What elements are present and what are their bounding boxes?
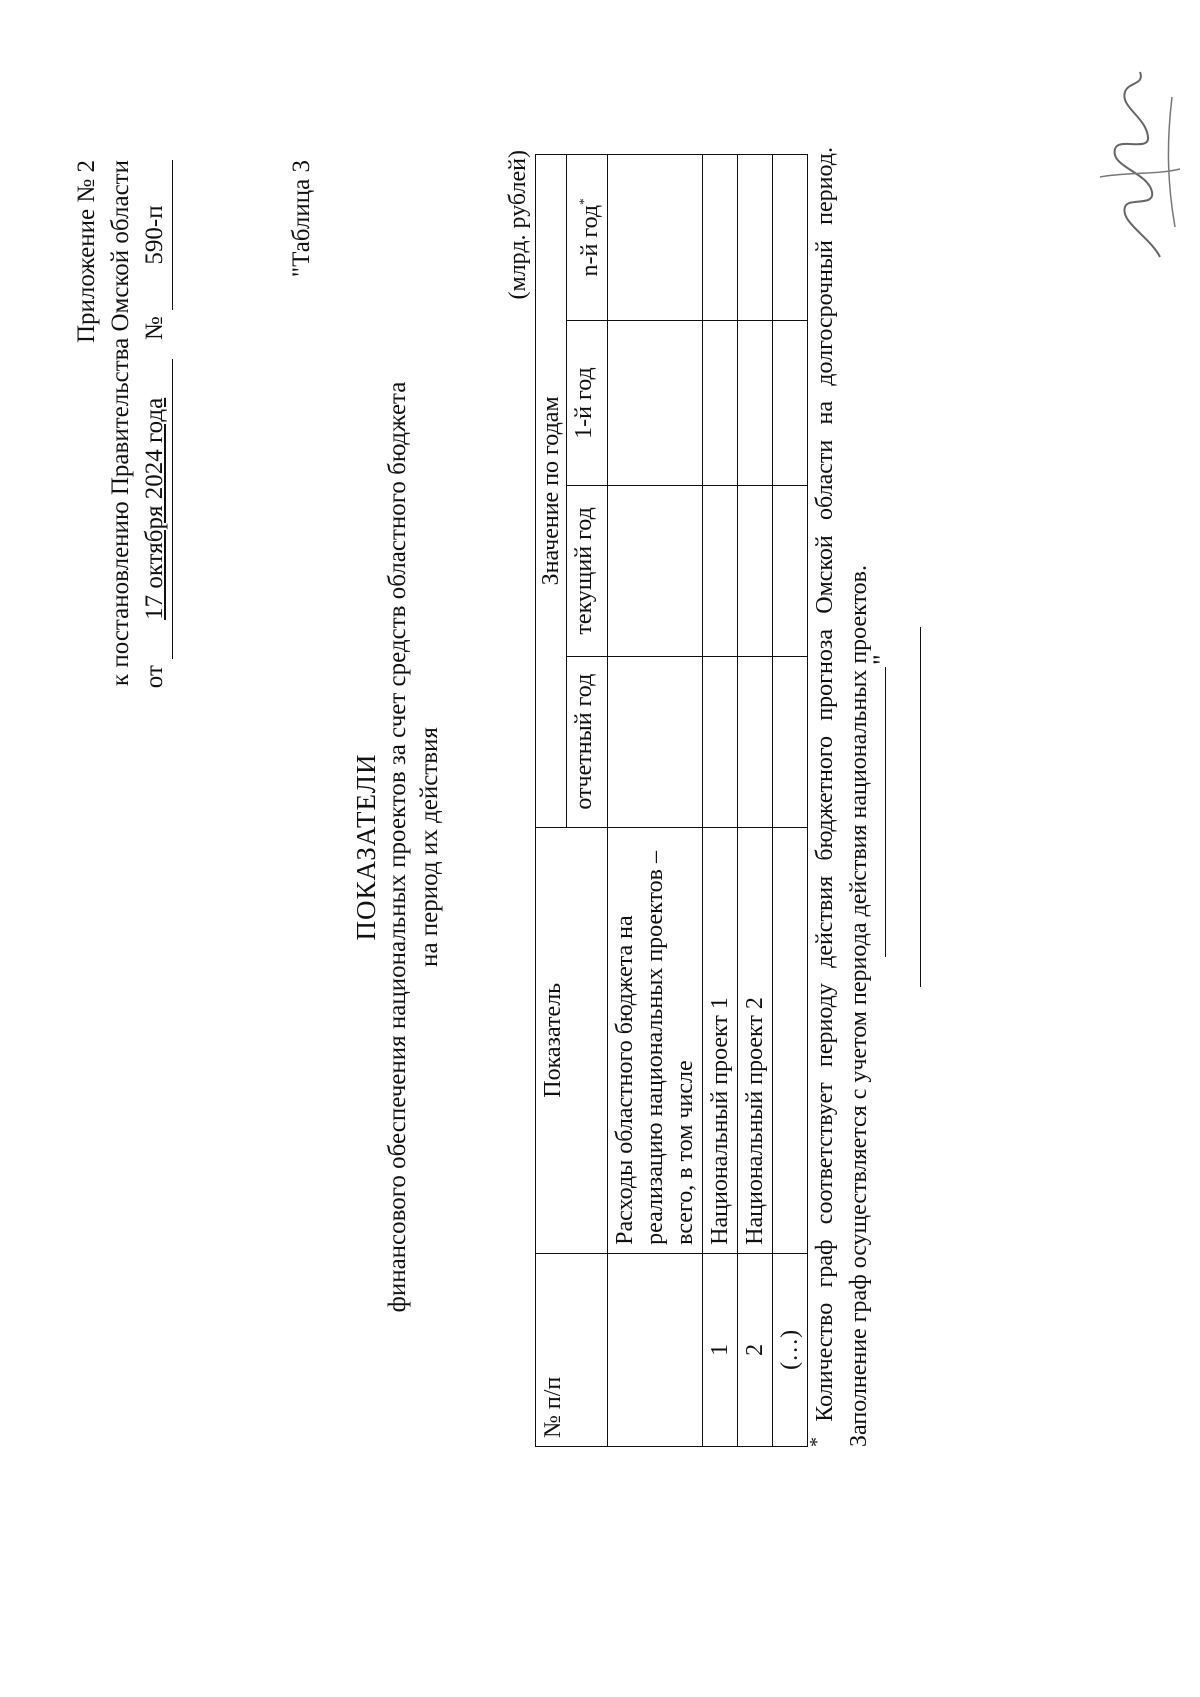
resolution-reference: к постановлению Правительства Омской области [107,160,134,687]
document-title [350,237,446,1457]
resolution-date: 17 октября 2024 года [138,359,173,659]
row-indicator: Национальный проект 1 [703,827,738,1253]
table-header-row-1 [536,155,567,1447]
row-num: 2 [738,1253,773,1446]
footnote-star: * [806,1437,828,1447]
table-row [703,155,738,1447]
resolution-number: 590-п [138,160,173,310]
handwritten-signature [1080,67,1190,267]
row-num: (…) [773,1253,808,1446]
units-note: (млрд. рублей) [505,150,531,300]
footnote-star-marker: * [576,198,591,205]
table-label: "Таблица 3 [288,160,315,278]
appendix-header [70,160,173,760]
header-year-n: n-й год* [567,155,608,321]
indicators-table [535,154,808,1447]
appendix-title: Приложение № 2 [73,160,100,344]
closing-rule-lower [920,627,921,987]
header-year-current: текущий год [567,486,608,656]
row-num: 1 [703,1253,738,1446]
header-indicator: Показатель [536,827,608,1253]
header-values-group: Значение по годам [536,155,567,828]
row-indicator: Национальный проект 2 [738,827,773,1253]
header-year-reporting: отчетный год [567,656,608,827]
header-num: № п/п [536,1253,608,1446]
footnote [800,147,876,1447]
footnote-text: Количество граф соответствует периоду действия бюджетного прогноза Омской области на долгосрочный период. Заполнение граф осуществляется с учетом периода действия национальных проектов. [812,147,872,1447]
title-line-2: финансового обеспечения национальных проектов за счет средств областного бюджета [384,381,411,1313]
number-label: № [141,316,168,341]
title-line-3: на период их действия [416,727,443,967]
row-num [608,1253,703,1446]
resolution-date-line [138,160,173,760]
closing-rule-upper [885,667,886,957]
row-indicator: Расходы областного бюджета на реализацию национальных проектов – всего, в том числе [608,827,703,1253]
table-row [608,155,703,1447]
title-line-1: ПОКАЗАТЕЛИ [351,753,381,941]
closing-quote: " [868,654,897,665]
header-year-first: 1-й год [567,320,608,485]
table-row [738,155,773,1447]
from-label: от [141,665,168,689]
